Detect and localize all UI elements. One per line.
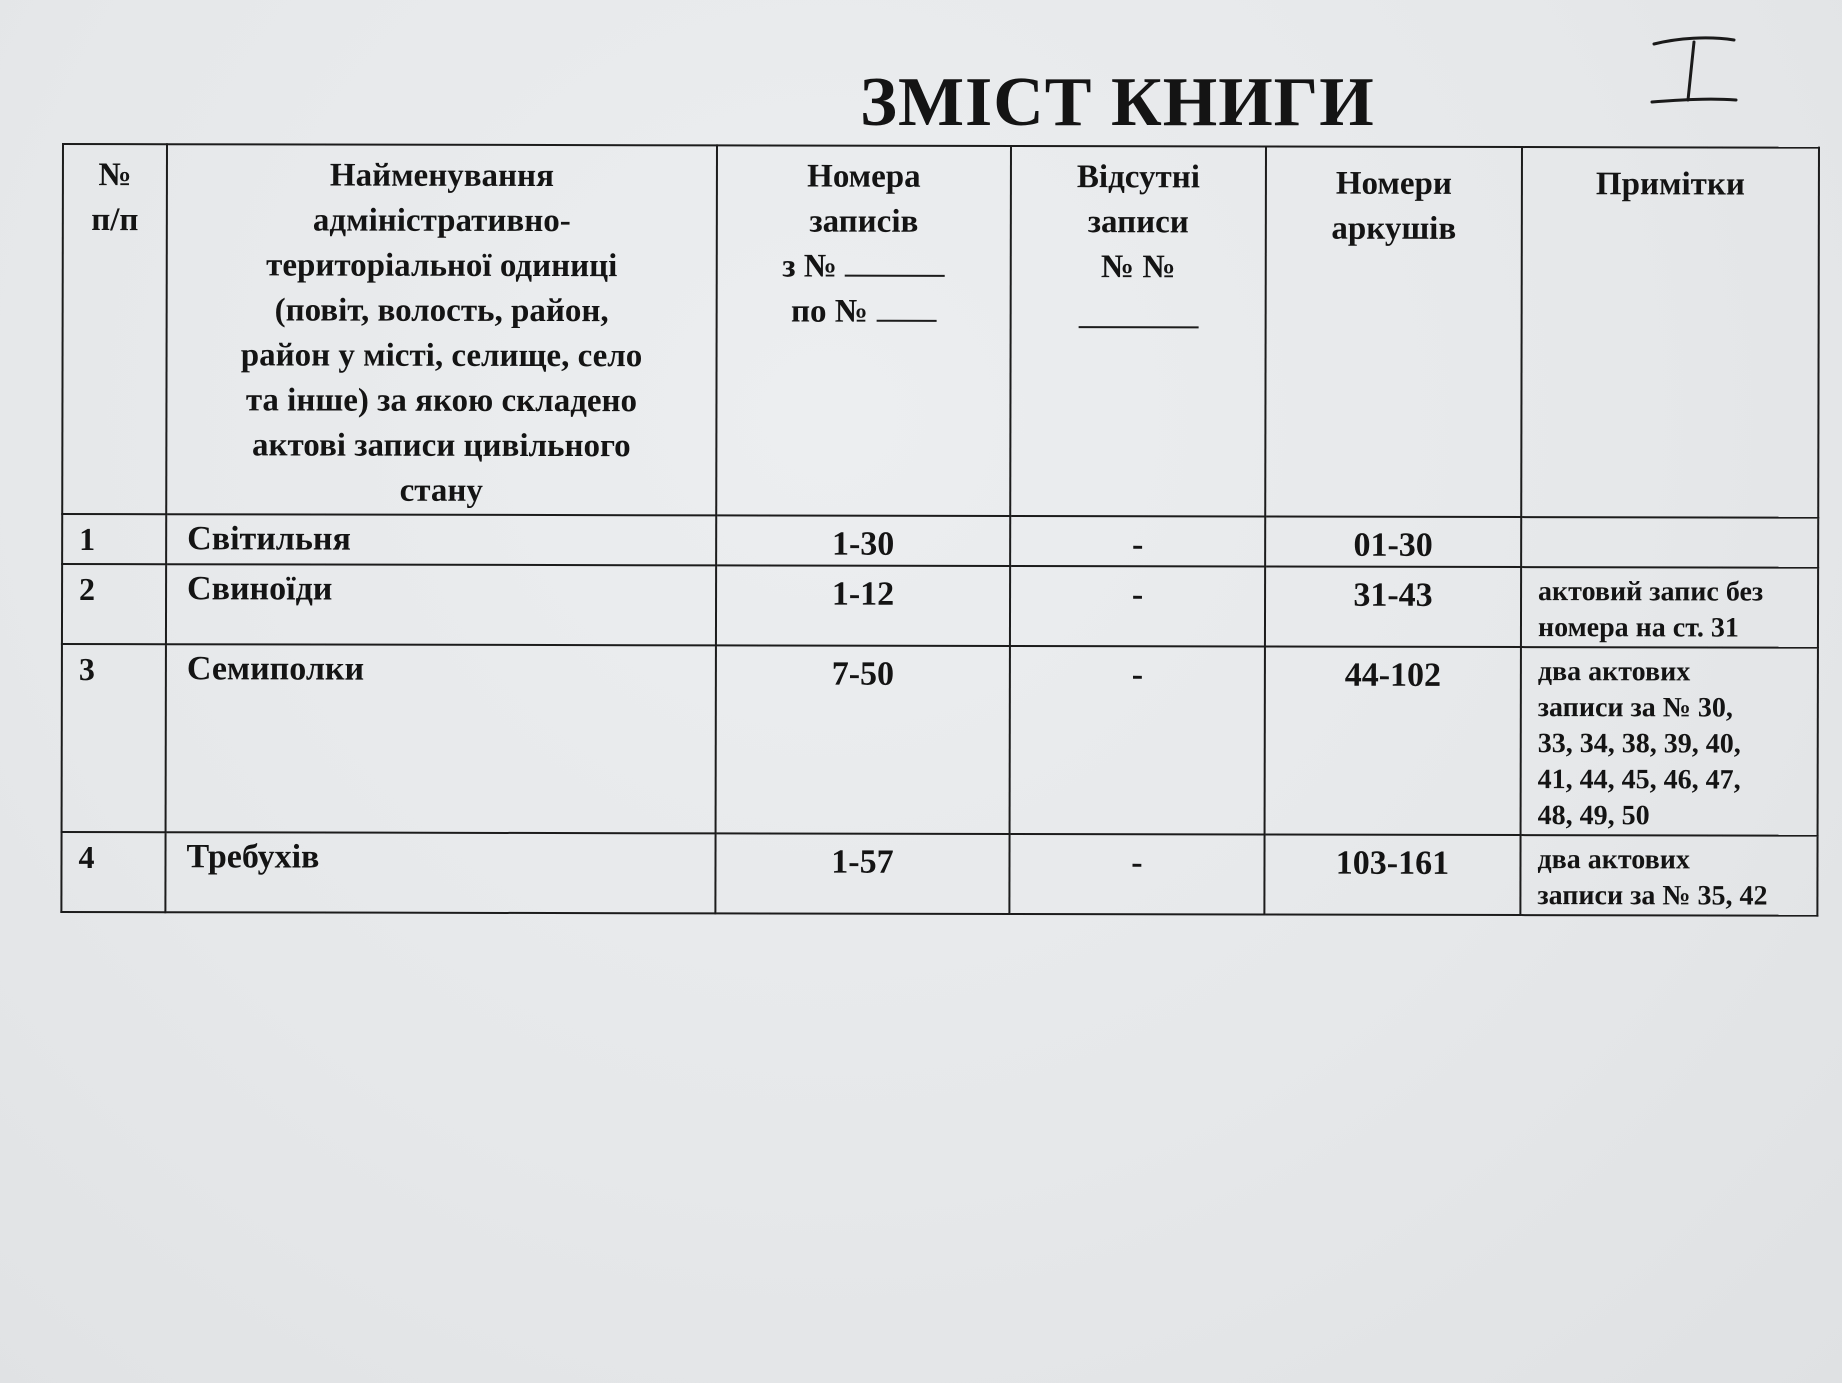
header-records: Номера записів з № по № xyxy=(716,145,1011,516)
row-records: 1-57 xyxy=(715,833,1009,914)
records-to-blank xyxy=(876,290,936,322)
volume-mark xyxy=(1648,34,1740,106)
row-num: 1 xyxy=(62,514,166,564)
records-to-label: по № xyxy=(791,293,869,330)
records-from-label: з № xyxy=(782,248,837,285)
handwritten-roman-numeral-icon xyxy=(1648,34,1740,106)
missing-blank xyxy=(1078,298,1198,328)
row-num: 4 xyxy=(61,832,165,912)
row-missing: - xyxy=(1010,566,1265,647)
header-notes: Примітки xyxy=(1521,147,1819,518)
row-notes: актовий запис без номера на ст. 31 xyxy=(1521,567,1818,648)
row-records: 7-50 xyxy=(716,645,1010,834)
row-missing: - xyxy=(1010,516,1265,567)
row-num: 3 xyxy=(62,644,166,832)
row-sheets: 31-43 xyxy=(1265,567,1521,648)
row-name: Требухів xyxy=(165,832,715,913)
table-row xyxy=(61,832,1817,916)
row-notes xyxy=(1521,517,1818,568)
row-name: Семиполки xyxy=(166,644,716,833)
row-missing: - xyxy=(1009,834,1264,915)
row-sheets: 103-161 xyxy=(1264,835,1520,916)
row-missing: - xyxy=(1010,646,1265,835)
row-notes: два актових записи за № 30, 33, 34, 38, 39, 40, 41, 44, 45, 46, 47, 48, 49, 50 xyxy=(1521,647,1818,836)
row-sheets: 01-30 xyxy=(1265,517,1521,568)
records-from-blank xyxy=(845,245,945,277)
table-header-row xyxy=(62,144,1819,518)
volume-mark-text xyxy=(1740,34,1741,35)
table-row xyxy=(62,564,1818,648)
header-num: № п/п xyxy=(62,144,167,514)
row-records: 1-12 xyxy=(716,565,1010,646)
row-name: Світильня xyxy=(166,514,716,565)
row-num: 2 xyxy=(62,564,166,644)
row-name: Свиноїди xyxy=(166,564,716,645)
row-notes: два актових записи за № 35, 42 xyxy=(1520,835,1817,916)
contents-table xyxy=(60,143,1820,917)
header-missing: Відсутні записи № № xyxy=(1010,146,1266,517)
row-records: 1-30 xyxy=(716,515,1010,566)
header-sheets: Номери аркушів xyxy=(1265,147,1522,518)
row-sheets: 44-102 xyxy=(1265,647,1521,836)
header-name: Найменування адміністративно- територіальної одиниці (повіт, волость, район, район у місті, селище, село та інше) за якою складено актові записи цивільного стану xyxy=(166,144,717,515)
table-row xyxy=(62,644,1818,836)
page-title: ЗМІСТ КНИГИ xyxy=(860,64,1375,141)
table-row xyxy=(62,514,1818,568)
